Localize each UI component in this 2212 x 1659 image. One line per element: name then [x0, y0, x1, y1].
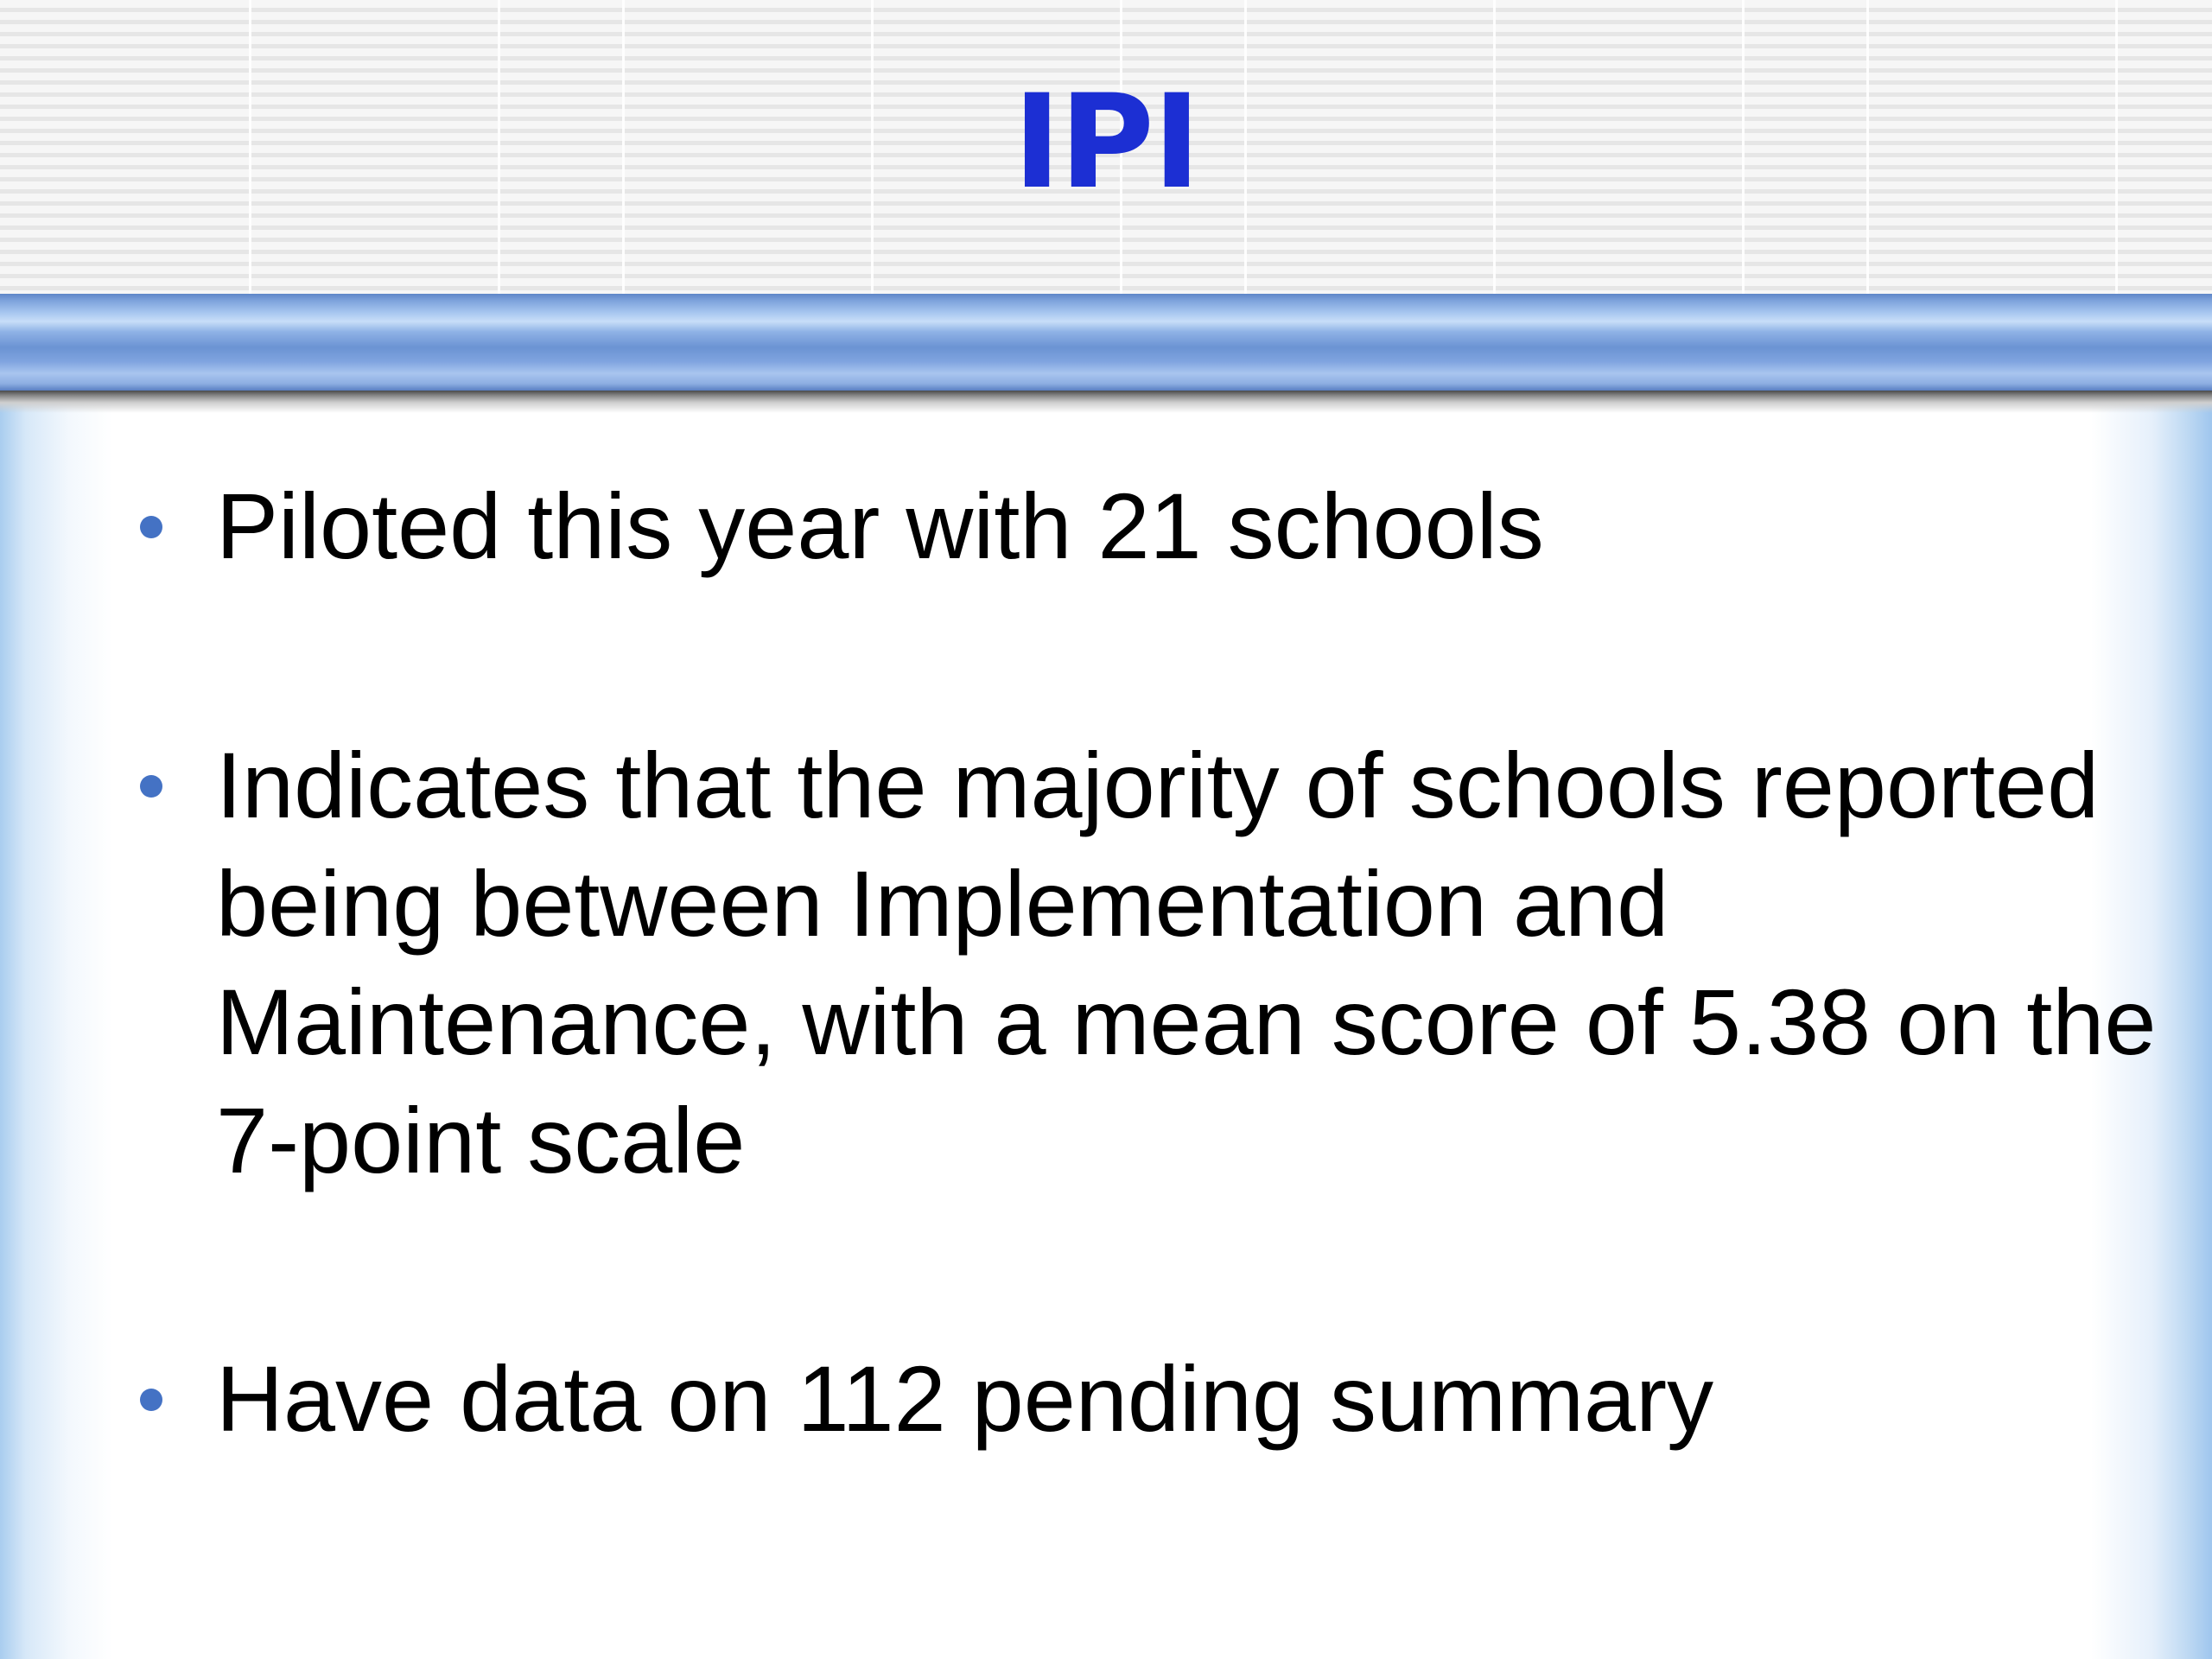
bullet-text: Indicates that the majority of schools reported being between Implementation and Maintenance, with a mean score of 5.38 on the 7-point scale [216, 733, 2157, 1192]
bullet-dot-icon [140, 516, 162, 538]
bullet-item [130, 1339, 2160, 1458]
bullet-dot-icon [140, 1389, 162, 1411]
header-band [0, 294, 2212, 391]
bullet-item [130, 467, 2160, 585]
header-band-shadow [0, 391, 2212, 413]
bullet-item [130, 726, 2160, 1199]
bullet-text: Have data on 112 pending summary [216, 1346, 1714, 1451]
bullet-text: Piloted this year with 21 schools [216, 474, 1544, 578]
slide-title: IPI [1013, 67, 1199, 218]
bullet-dot-icon [140, 775, 162, 798]
